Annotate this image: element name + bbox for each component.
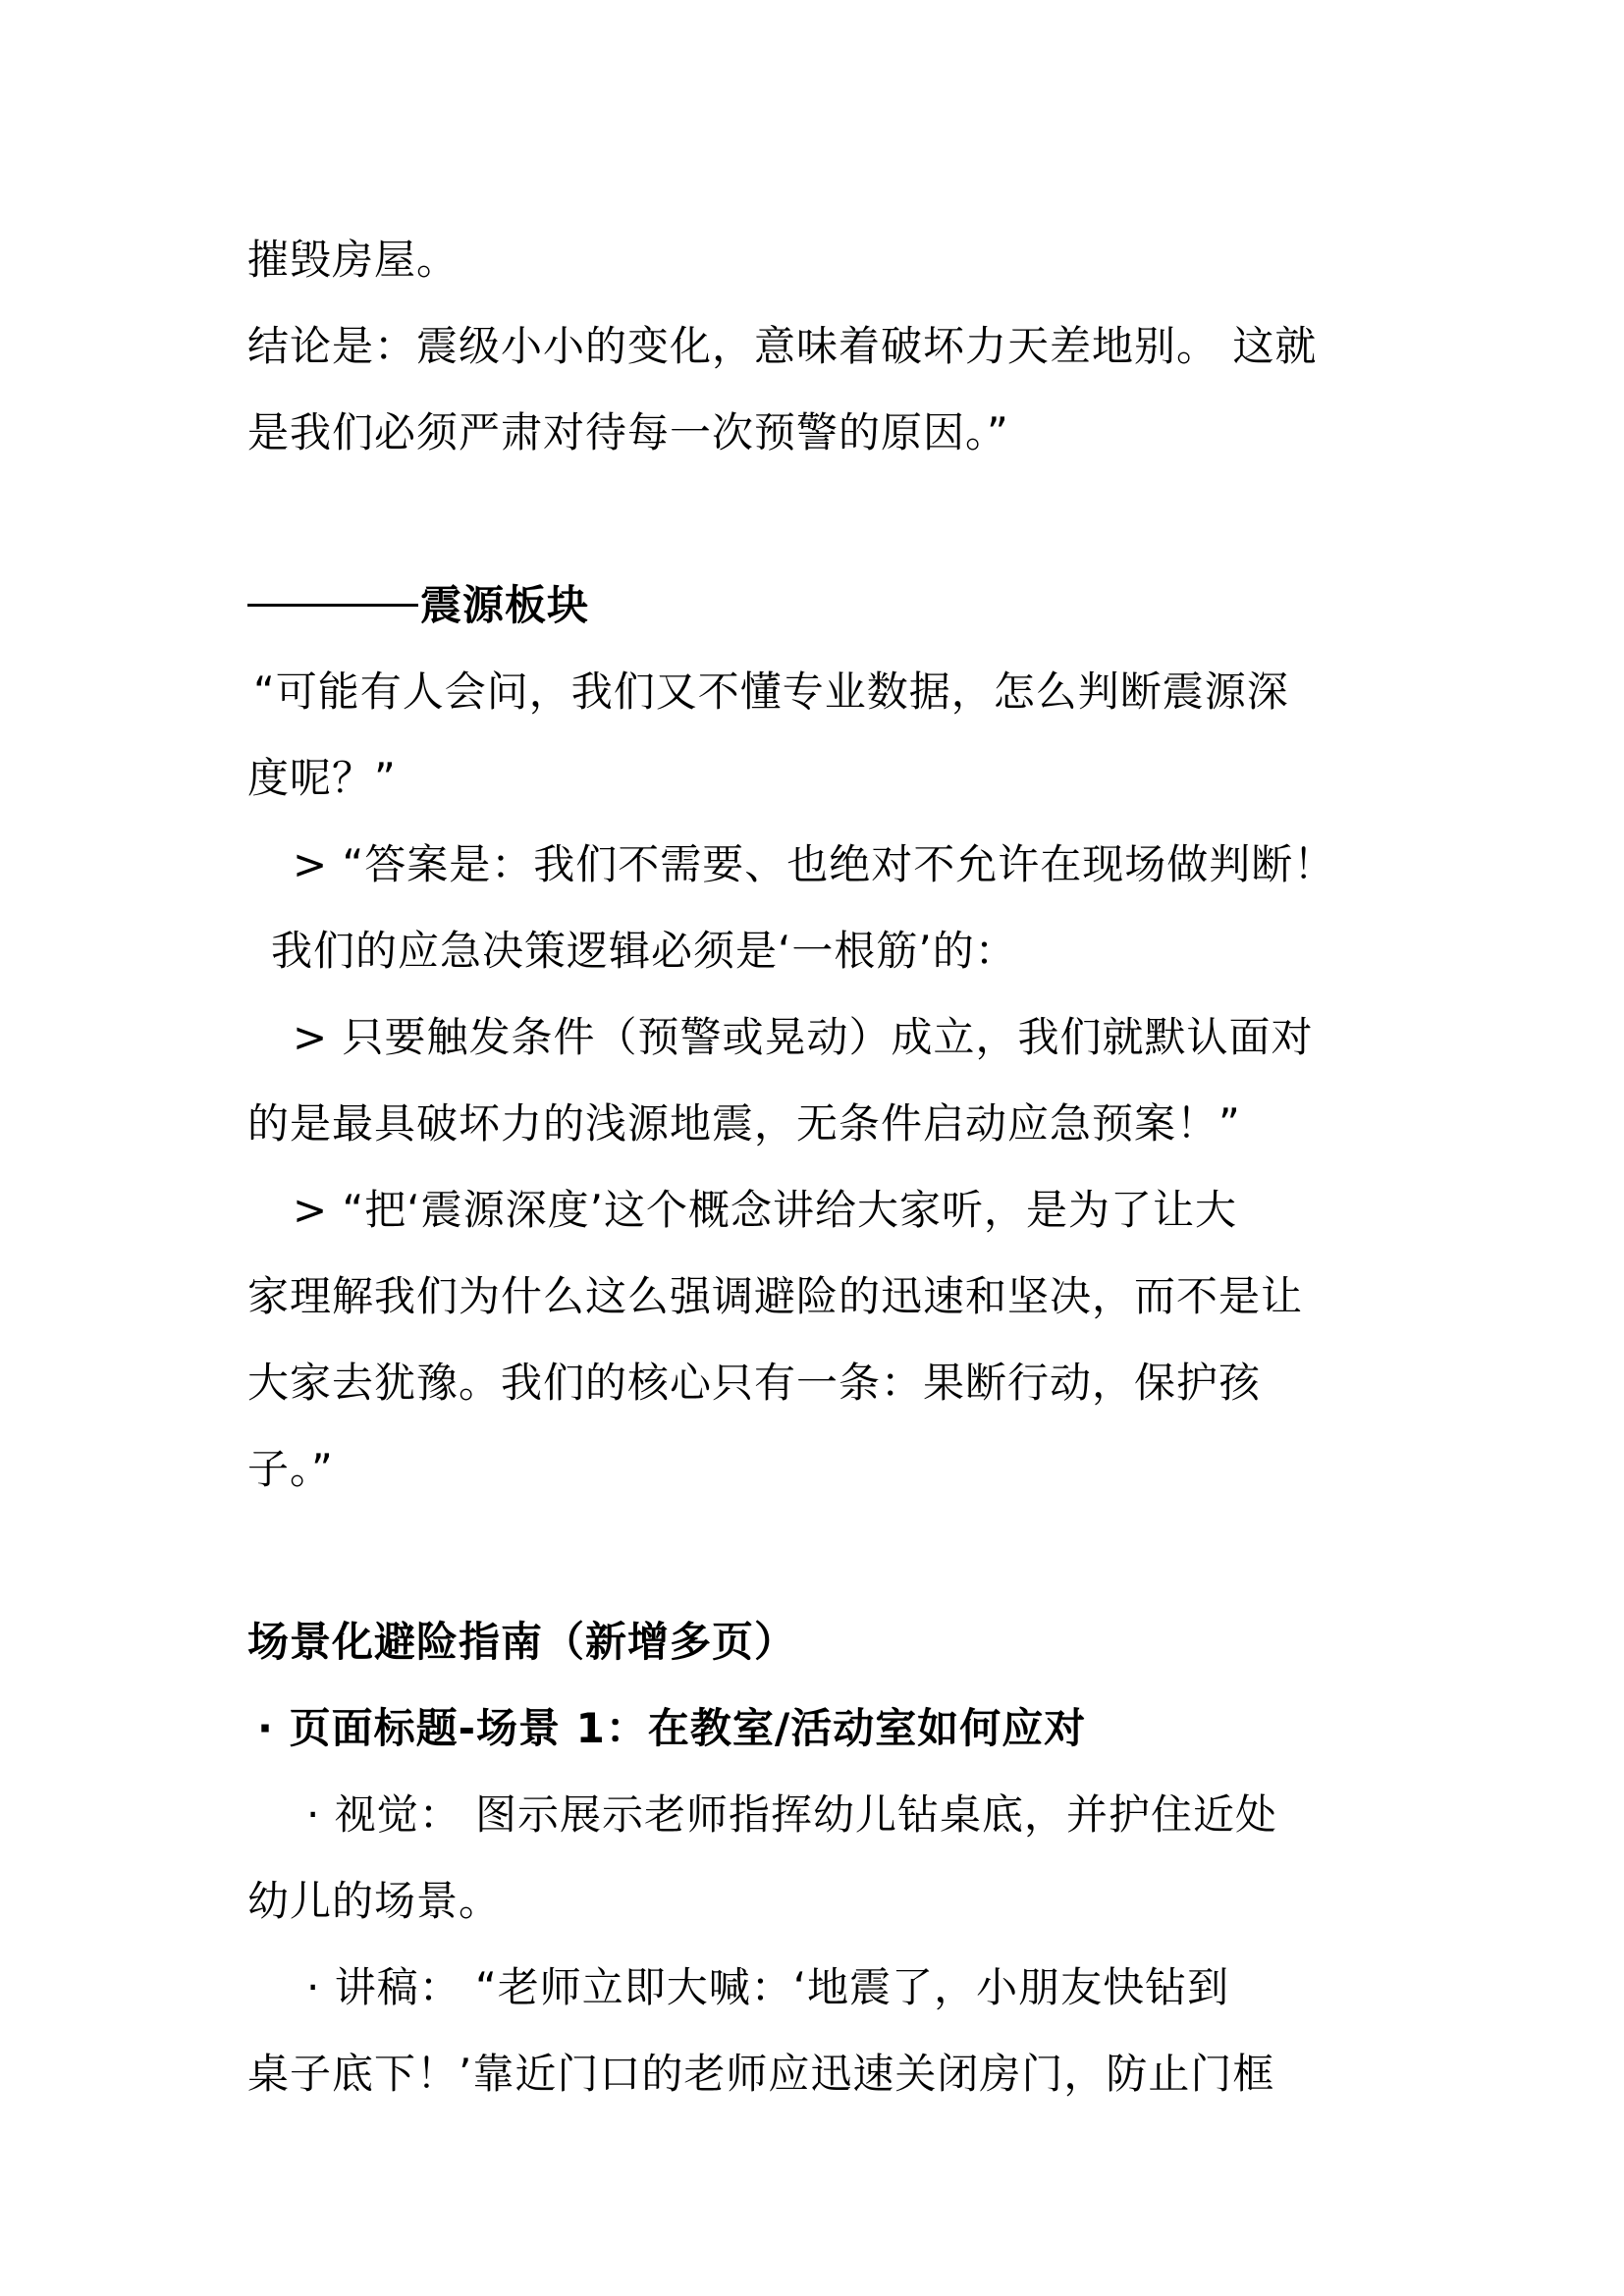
section-heading-focus bbox=[247, 577, 1406, 634]
question-text: 度呢？” bbox=[247, 754, 397, 802]
scene-script-text: 桌子底下！’靠近门口的老师应迅速关闭房门，防止门框 bbox=[247, 2050, 1275, 2098]
scene-visual-text: 幼儿的场景。 bbox=[247, 1877, 502, 1925]
quote-purpose-text: 子。” bbox=[247, 1445, 334, 1493]
quote-rule-text: 的是最具破坏力的浅源地震，无条件启动应急预案！” bbox=[247, 1099, 1241, 1148]
quote-answer-text: > “答案是：我们不需要、也绝对不允许在现场做判断！ bbox=[293, 840, 1336, 888]
conclusion-text: 结论是：震级小小的变化，意味着破坏力天差地别。 这就 bbox=[247, 322, 1318, 370]
scene-page-title: · 页面标题-场景 1：在教室/活动室如何应对 bbox=[257, 1704, 1087, 1752]
section-heading-focus-text: 震源板块 bbox=[420, 581, 590, 629]
heading-dash-rule bbox=[247, 604, 418, 607]
quote-purpose-text: 大家去犹豫。我们的核心只有一条：果断行动，保护孩 bbox=[247, 1359, 1262, 1407]
section-heading-scenes: 场景化避险指南（新增多页） bbox=[247, 1618, 797, 1666]
paragraph-text: 摧毁房屋。 bbox=[247, 236, 460, 284]
conclusion-text: 是我们必须严肃对待每一次预警的原因。” bbox=[247, 408, 1009, 456]
quote-purpose-text: > “把‘震源深度’这个概念讲给大家听，是为了让大 bbox=[293, 1186, 1238, 1234]
scene-visual-text: · 视觉： 图示展示老师指挥幼儿钻桌底，并护住近处 bbox=[306, 1790, 1278, 1839]
quote-answer-text: 我们的应急决策逻辑必须是‘一根筋’的： bbox=[271, 927, 1017, 975]
quote-purpose-text: 家理解我们为什么这么强调避险的迅速和坚决，而不是让 bbox=[247, 1272, 1304, 1320]
quote-rule-text: > 只要触发条件（预警或晃动）成立，我们就默认面对 bbox=[293, 1013, 1314, 1061]
question-text: “可能有人会问，我们又不懂专业数据，怎么判断震源深 bbox=[253, 667, 1289, 716]
scene-script-text: · 讲稿： “老师立即大喊：‘地震了，小朋友快钻到 bbox=[306, 1963, 1230, 2011]
